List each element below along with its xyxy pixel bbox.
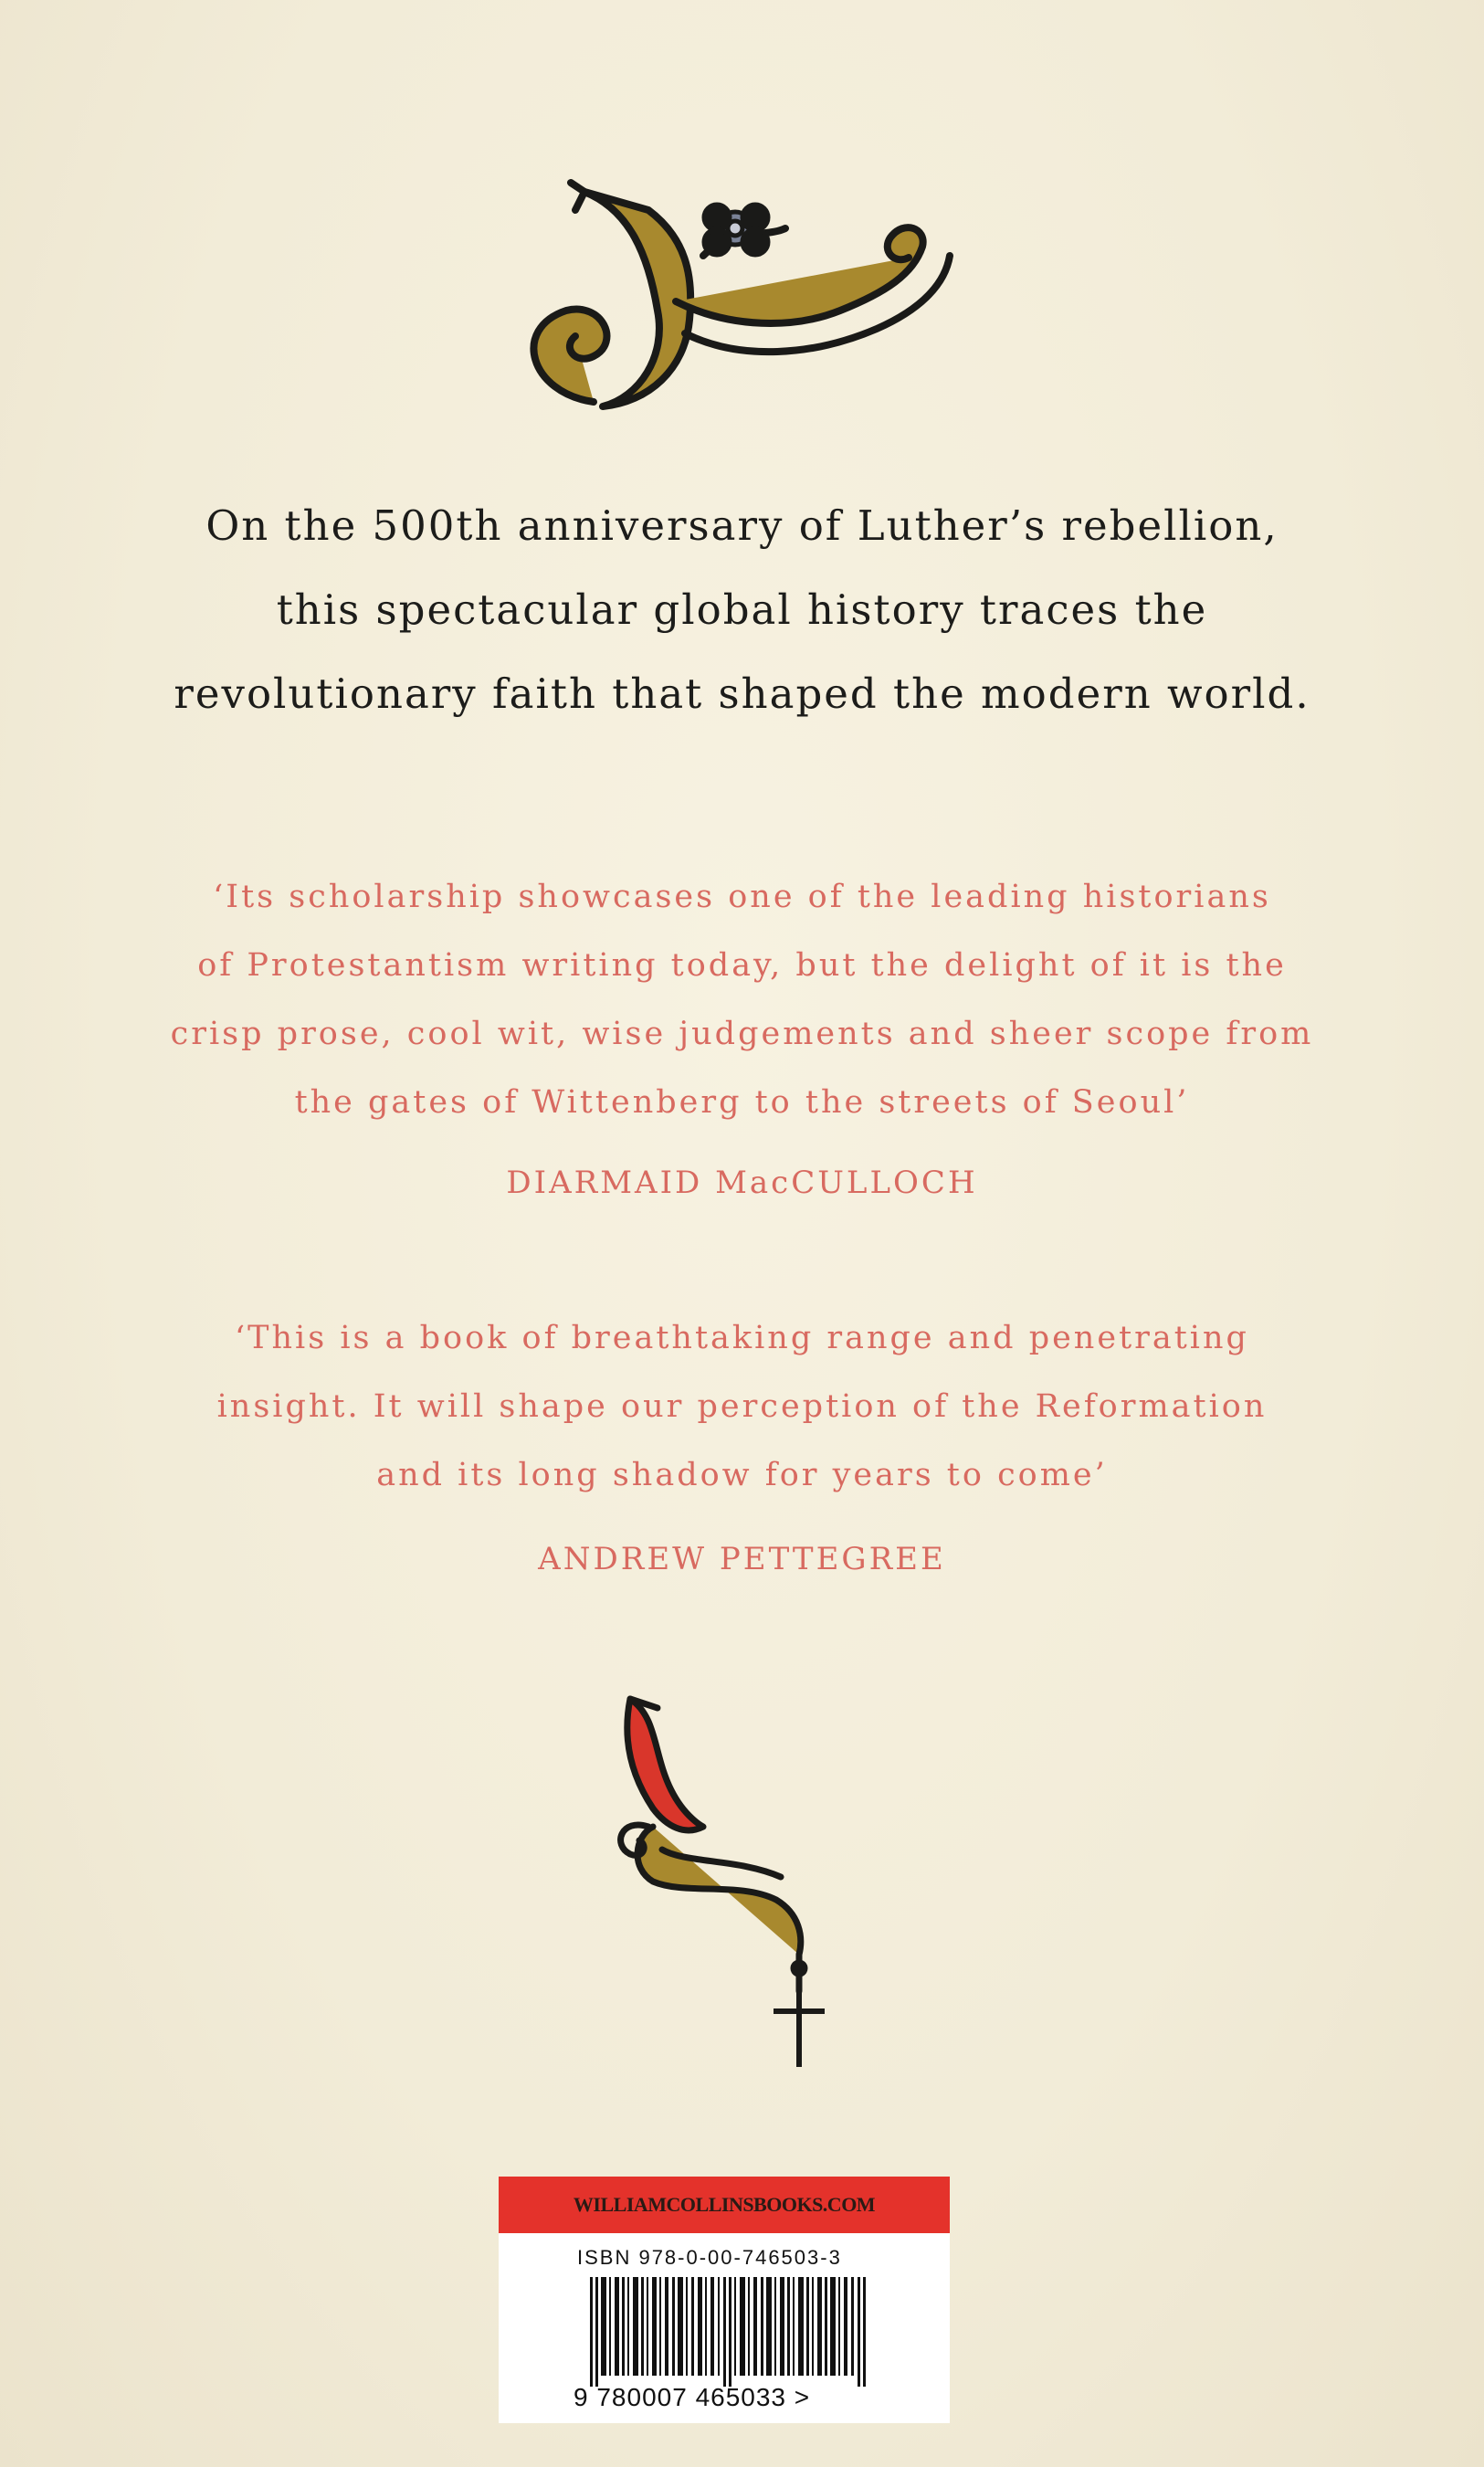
quote-author-1: DIARMAID MacCULLOCH — [506, 1165, 978, 1201]
quote-line: the gates of Wittenberg to the streets of Seoul’ — [294, 1084, 1190, 1121]
blurb-line: this spectacular global history traces the — [276, 585, 1208, 634]
isbn-text: ISBN 978-0-00-746503-3 — [577, 2246, 842, 2269]
quote-line: ‘Its scholarship showcases one of the leading historians — [213, 879, 1271, 915]
barcode-icon — [590, 2277, 882, 2387]
quote-line: ‘This is a book of breathtaking range and penetrating — [235, 1320, 1249, 1356]
quote-line: crisp prose, cool wit, wise judgements and sheer scope from — [170, 1016, 1314, 1052]
book-blurb — [55, 484, 1429, 736]
scroll-flourish-icon — [493, 174, 968, 420]
quote-line: insight. It will shape our perception of the Reformation — [216, 1388, 1268, 1425]
quote-author-2: ANDREW PETTEGREE — [538, 1541, 946, 1577]
barcode-label — [499, 2177, 950, 2423]
review-quote-2 — [55, 1304, 1429, 1510]
quote-line: of Protestantism writing today, but the delight of it is the — [197, 947, 1287, 984]
cross-flourish-icon — [603, 1690, 877, 2073]
blurb-line: revolutionary faith that shaped the modern world. — [174, 669, 1310, 718]
review-quote-1 — [55, 863, 1429, 1137]
blurb-line: On the 500th anniversary of Luther’s rebellion, — [205, 501, 1279, 550]
quote-line: and its long shadow for years to come’ — [376, 1457, 1108, 1493]
barcode-digits: 9 780007 465033 > — [574, 2383, 811, 2411]
publisher-website: WILLIAMCOLLINSBOOKS.COM — [499, 2177, 950, 2233]
